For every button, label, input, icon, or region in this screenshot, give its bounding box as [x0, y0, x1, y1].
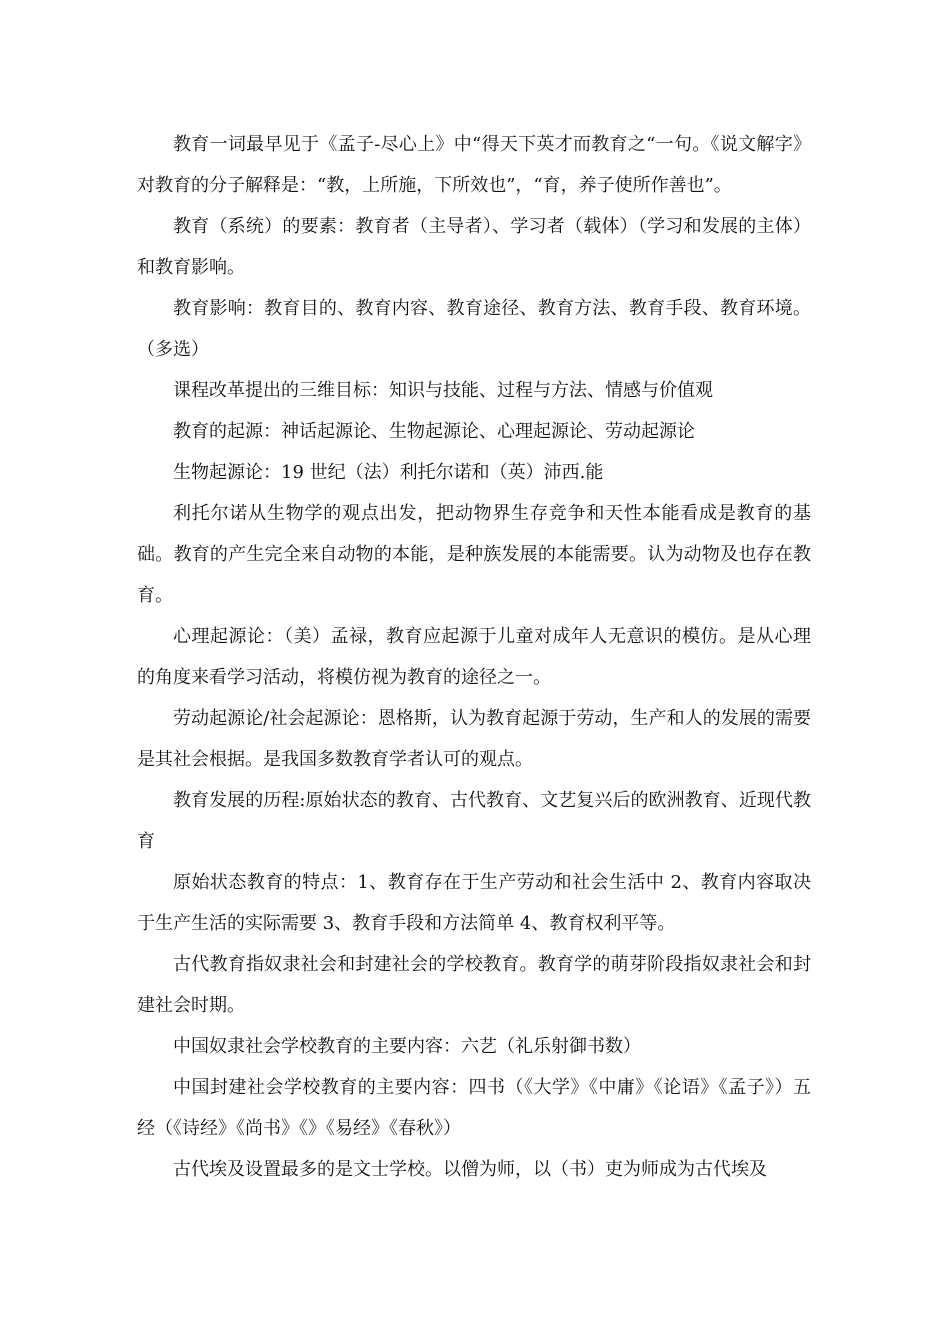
paragraph-psychological-origin: 心理起源论：（美）孟禄，教育应起源于儿童对成年人无意识的模仿。是从心理的角度来看学习活动，将模仿视为教育的途径之一。 — [137, 626, 811, 688]
paragraph-ancient-egypt: 古代埃及设置最多的是文士学校。以僧为师，以（书）吏为师成为古代埃及 — [173, 1159, 767, 1180]
paragraph-three-dimensional-goals: 课程改革提出的三维目标：知识与技能、过程与方法、情感与价值观 — [173, 380, 713, 401]
paragraph-labor-origin: 劳动起源论/社会起源论：恩格斯，认为教育起源于劳动，生产和人的发展的需要是其社会根据。是我国多数教育学者认可的观点。 — [137, 708, 811, 770]
document-body — [137, 124, 811, 1190]
paragraph-primitive-education: 原始状态教育的特点：1、教育存在于生产劳动和社会生活中 2、教育内容取决于生产生活的实际需要 3、教育手段和方法简单 4、教育权利平等。 — [137, 872, 811, 934]
paragraph-slave-society-content: 中国奴隶社会学校教育的主要内容：六艺（礼乐射御书数） — [173, 1036, 641, 1057]
paragraph-origin-theories: 教育的起源：神话起源论、生物起源论、心理起源论、劳动起源论 — [173, 421, 695, 442]
paragraph-education-origin-term: 教育一词最早见于《孟子-尽心上》中“得天下英才而教育之“一句。《说文解字》对教育的分子解释是：“教，上所施，下所效也”，“育，养子使所作善也”。 — [137, 134, 811, 196]
paragraph-education-elements: 教育（系统）的要素：教育者（主导者）、学习者（载体）（学习和发展的主体）和教育影响。 — [137, 216, 811, 278]
paragraph-ancient-education: 古代教育指奴隶社会和封建社会的学校教育。教育学的萌芽阶段指奴隶社会和封建社会时期。 — [137, 954, 811, 1016]
paragraph-development-history: 教育发展的历程:原始状态的教育、古代教育、文艺复兴后的欧洲教育、近现代教育 — [137, 790, 811, 852]
paragraph-biological-origin: 生物起源论：19 世纪（法）利托尔诺和（英）沛西.能 — [173, 462, 604, 483]
paragraph-feudal-society-content: 中国封建社会学校教育的主要内容：四书（《大学》《中庸》《论语》《孟子》）五经（《诗经》《尚书》《》《易经》《春秋》） — [137, 1077, 811, 1139]
paragraph-education-influence: 教育影响：教育目的、教育内容、教育途径、教育方法、教育手段、教育环境。（多选） — [137, 298, 811, 360]
paragraph-letourneau: 利托尔诺从生物学的观点出发，把动物界生存竞争和天性本能看成是教育的基础。教育的产生完全来自动物的本能，是种族发展的本能需要。认为动物及也存在教育。 — [137, 503, 811, 606]
